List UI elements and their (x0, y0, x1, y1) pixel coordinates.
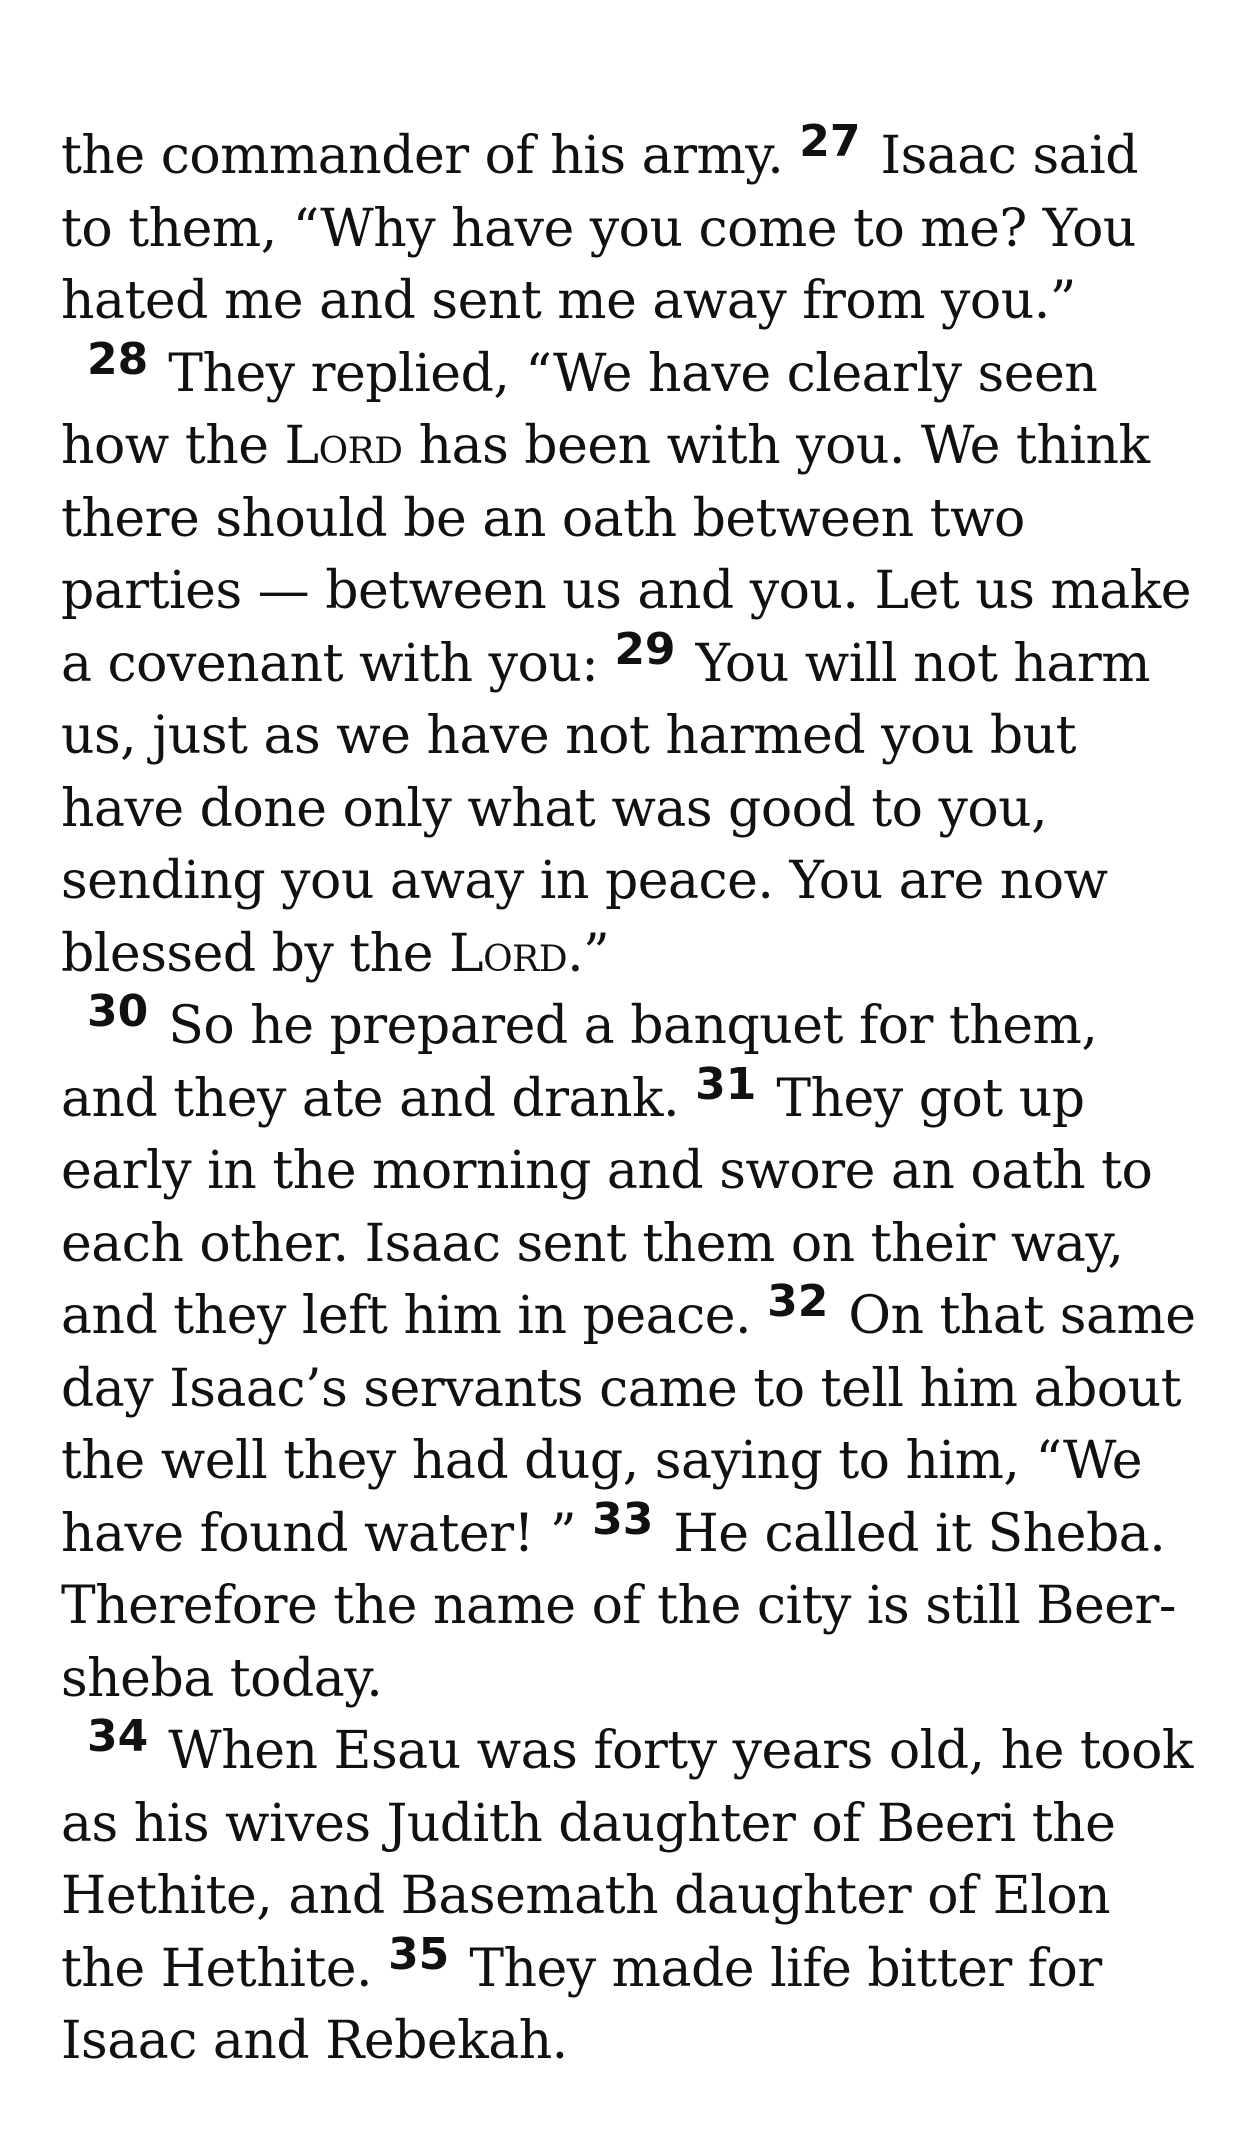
verse-number-35: 35 (388, 1928, 450, 1980)
verse-number-28: 28 (87, 333, 149, 385)
text-run: When Esau was forty years old, he took as his wives Judith daughter of Beeri the Hethite, and Basemath daughter of Elon the Hethite. (61, 1721, 1193, 1999)
scripture-text (61, 116, 1201, 2078)
text-run: So he prepared a banquet for them, and they ate and drank. (61, 996, 1098, 1129)
text-run: They got up early in the morning and swore an oath to each other. Isaac sent them on their way, and they left him in peace. (61, 1068, 1153, 1346)
divine-name: Lord (284, 416, 403, 476)
text-run: You will not harm us, just as we have not harmed you but have done only what was good to you, sending you away in peace. You are now blessed by the (61, 633, 1151, 984)
paragraph-3 (61, 986, 1201, 1715)
text-run: Isaac said to them, “Why have you come to me? You hated me and sent me away from you.” (61, 126, 1139, 331)
verse-number-34: 34 (87, 1711, 149, 1763)
verse-number-33: 33 (592, 1493, 654, 1545)
text-run: .” (567, 923, 610, 984)
paragraph-4 (61, 1711, 1201, 2078)
text-run: He called it Sheba. Therefore the name of the city is still Beer-sheba today. (61, 1503, 1176, 1709)
verse-number-29: 29 (614, 623, 676, 675)
verse-number-27: 27 (799, 116, 861, 168)
text-run: On that same day Isaac’s servants came to tell him about the well they had dug, saying to him, “We have found water! ” (61, 1286, 1196, 1564)
divine-name: Lord (449, 923, 568, 984)
verse-number-31: 31 (695, 1058, 757, 1110)
verse-number-30: 30 (87, 986, 149, 1038)
paragraph-1 (61, 116, 1201, 338)
verse-number-32: 32 (767, 1276, 829, 1328)
paragraph-2 (61, 333, 1201, 991)
text-run: They made life bitter for Isaac and Rebekah. (61, 1938, 1102, 2071)
text-run: has been with you. We think there should be an oath between two parties — between us and you. Let us make a covenant with you: (61, 416, 1191, 694)
text-run: They replied, “We have clearly seen how the (61, 343, 1098, 476)
text-run: the commander of his army. (61, 126, 800, 186)
